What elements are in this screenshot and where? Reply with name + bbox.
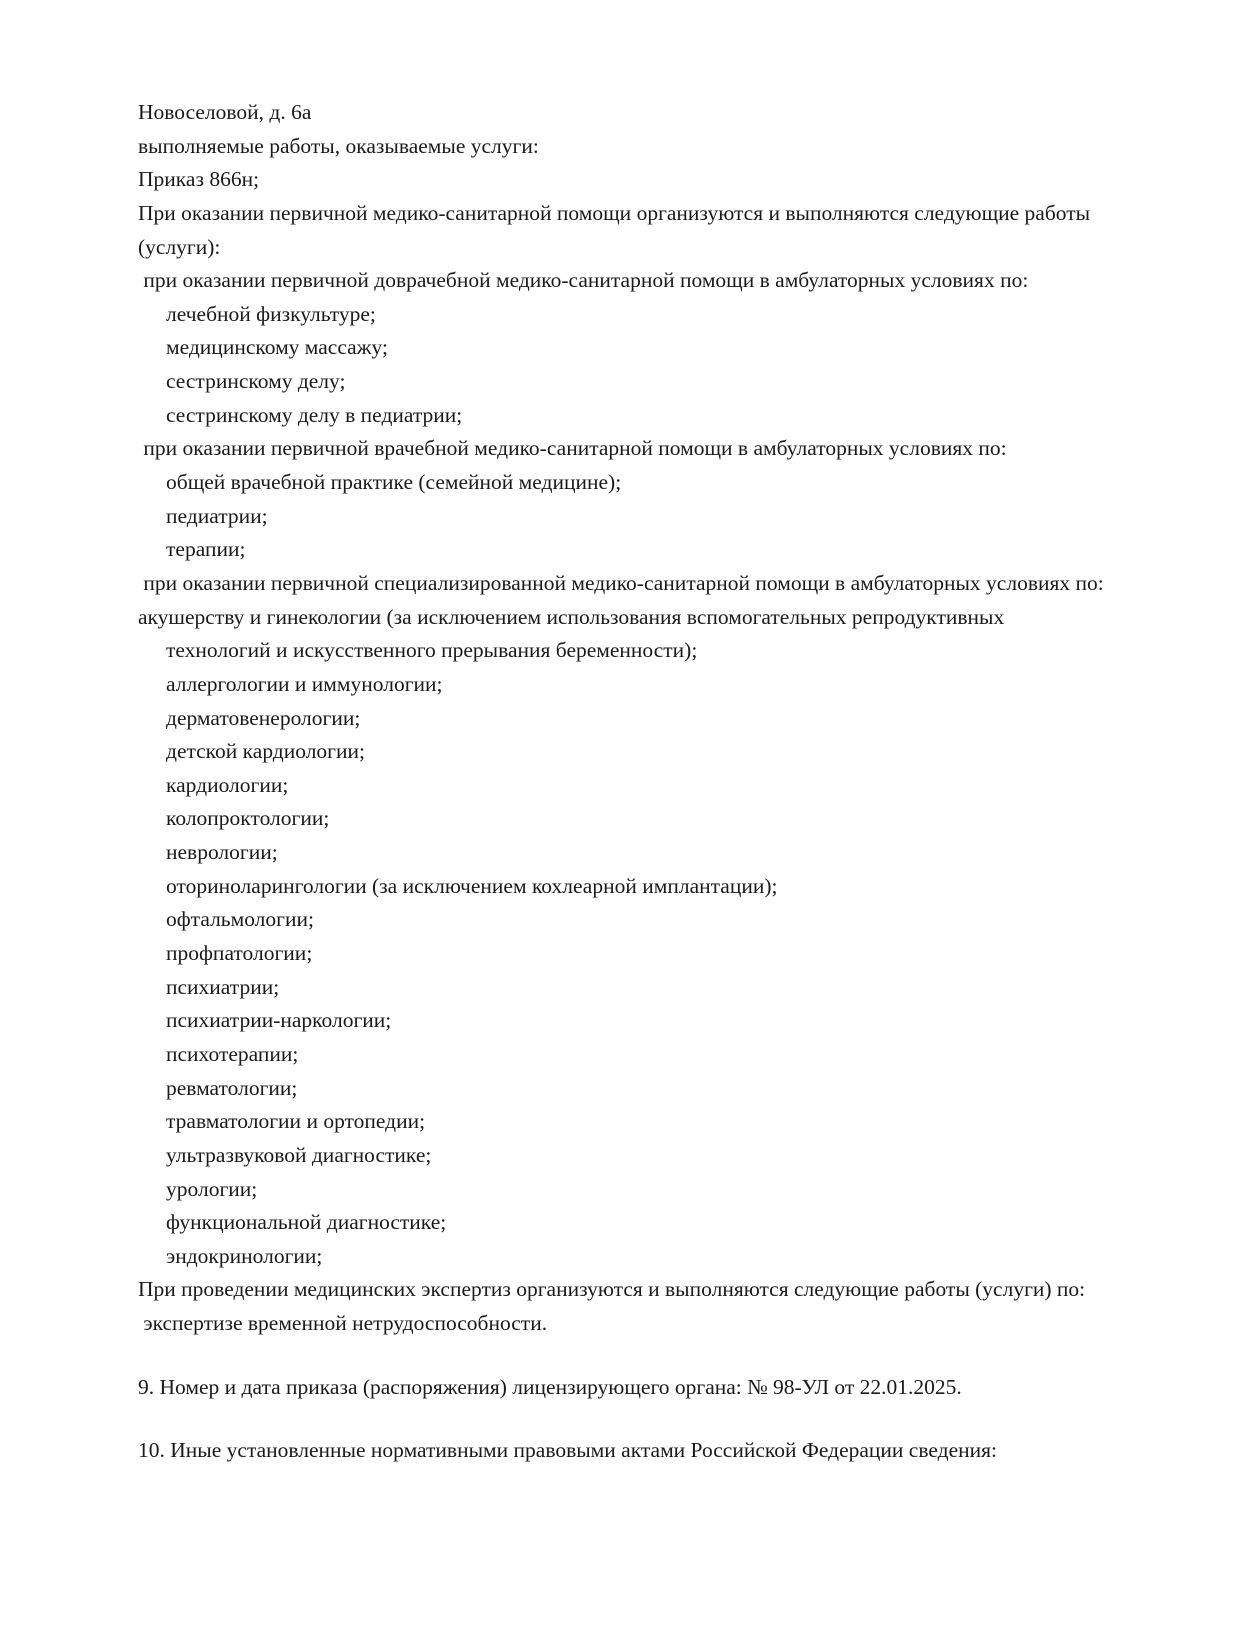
service-item: кардиологии; (166, 772, 289, 797)
services-header: выполняемые работы, оказываемые услуги: (138, 133, 539, 158)
spacer (138, 1404, 1112, 1434)
service-item: ультразвуковой диагностике; (166, 1142, 432, 1167)
service-item: сестринскому делу в педиатрии; (166, 402, 463, 427)
service-item: педиатрии; (166, 503, 268, 528)
clause-10: 10. Иные установленные нормативными правовыми актами Российской Федерации сведения: (138, 1438, 997, 1463)
group-heading-specialized: при оказании первичной специализированной медико-санитарной помощи в амбулаторных условиях по: (138, 570, 1104, 595)
service-item: колопроктологии; (166, 806, 330, 831)
address-fragment: Новоселовой, д. 6а (138, 100, 312, 124)
service-item: медицинскому массажу; (166, 335, 388, 360)
service-item: сестринскому делу; (166, 369, 346, 394)
service-item: неврологии; (166, 840, 278, 865)
service-item: общей врачебной практике (семейной медицине); (166, 470, 622, 495)
service-item: офтальмологии; (166, 907, 314, 932)
service-item: детской кардиологии; (166, 739, 365, 764)
group-heading-doctor: при оказании первичной врачебной медико-санитарной помощи в амбулаторных условиях по: (138, 436, 1007, 461)
expertise-item: экспертизе временной нетрудоспособности. (138, 1311, 548, 1336)
service-item: травматологии и ортопедии; (166, 1109, 426, 1134)
service-item: оториноларингологии (за исключением кохлеарной имплантации); (166, 873, 778, 898)
service-item: психотерапии; (166, 1041, 299, 1066)
service-item: терапии; (166, 537, 246, 562)
service-item: урологии; (166, 1176, 258, 1201)
order-reference: Приказ 866н; (138, 167, 260, 192)
service-item: дерматовенерологии; (166, 705, 361, 730)
primary-care-intro: При оказании первичной медико-санитарной помощи организуются и выполняются следующие работы (услуги): (138, 200, 1096, 259)
expertise-intro: При проведении медицинских экспертиз организуются и выполняются следующие работы (услуги) по: (138, 1277, 1086, 1302)
service-item: психиатрии-наркологии; (166, 1008, 392, 1033)
clause-9: 9. Номер и дата приказа (распоряжения) лицензирующего органа: № 98-УЛ от 22.01.2025. (138, 1374, 962, 1399)
service-item: профпатологии; (166, 941, 313, 966)
service-item: акушерству и гинекологии (за исключением использования вспомогательных репродуктивных технологий и искусственного прерывания беременности); (138, 604, 1010, 663)
service-item: психиатрии; (166, 974, 280, 999)
service-item: эндокринологии; (166, 1243, 323, 1268)
spacer (138, 1341, 1112, 1371)
document-body (138, 96, 1112, 1468)
service-item: функциональной диагностике; (166, 1210, 447, 1235)
service-item: лечебной физкультуре; (166, 301, 376, 326)
service-item: ревматологии; (166, 1075, 298, 1100)
group-heading-predoctor: при оказании первичной доврачебной медико-санитарной помощи в амбулаторных условиях по: (138, 268, 1029, 293)
service-item: аллергологии и иммунологии; (166, 671, 443, 696)
